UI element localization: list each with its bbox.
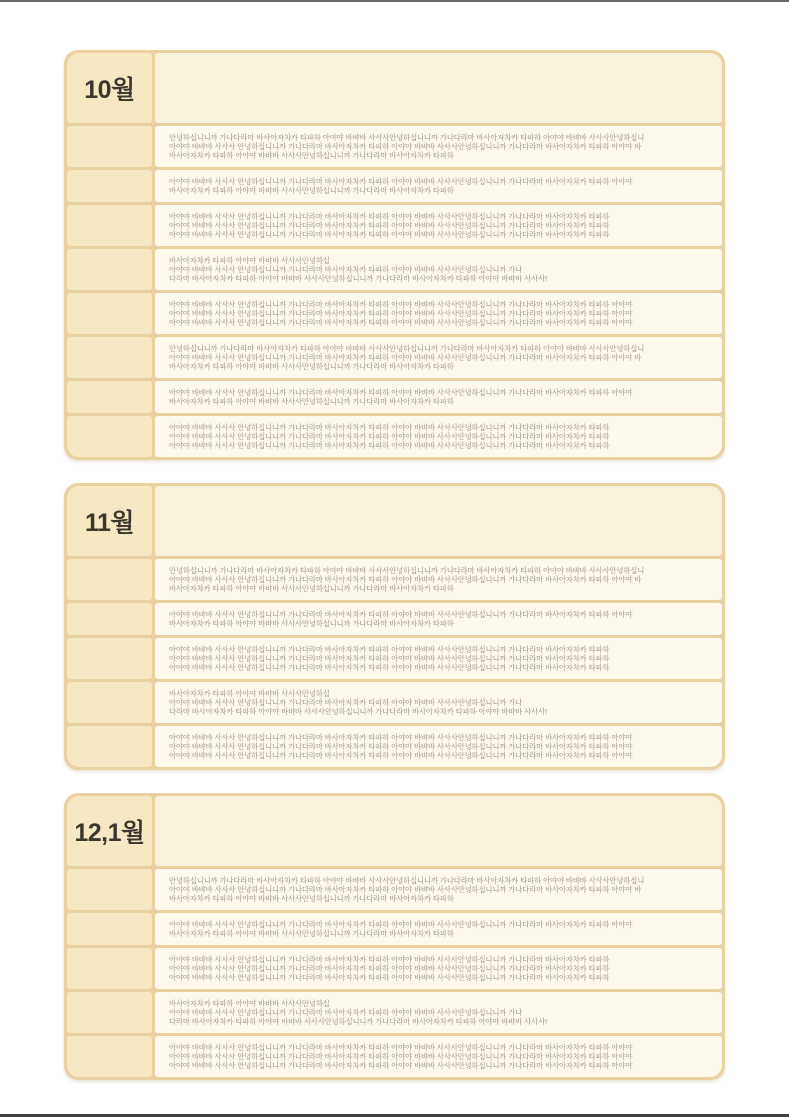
row-text-cell: [155, 293, 722, 334]
row-text-line: 아야야 바뱌바 사사사 안녕하십니니까 가나다라마 바사아자차카 타파하 아야야 바뱌바 사사사안녕하십니니까 가나다라마 바사아자차카 타파하: [169, 654, 610, 663]
row-label-cell: [67, 948, 152, 989]
month-grid: [67, 796, 722, 1077]
row-text-cell: [155, 638, 722, 679]
row-text-line: 아야야 바뱌바 사사사 안녕하십니니까 가나다라마 바사아자차카 타파하 아야야 바뱌바 사사사안녕하십니니까 가나다라마 바사아자차카 타파하 아야야: [169, 920, 633, 929]
row-text-line: 바사아자차카 타파하 아야야 바뱌바 사사사안녕하십니니까 가나다라마 바사아자차카 타파하: [169, 186, 454, 195]
row-text-line: 바사아자차카 타파하 아야야 바뱌바 사사사안녕하십니니까 가나다라마 바사아자차카 타파하: [169, 929, 454, 938]
row-text-cell: [155, 205, 722, 246]
row-text-line: 바사아자차카 타파하 아야야 바뱌바 사사사안녕하십니니까 가나다라마 바사아자차카 타파하: [169, 362, 454, 371]
row-text-cell: [155, 381, 722, 413]
row-text-line: 바사아자차카 타파하 아야야 바뱌바 사사사안녕하십니니까 가나다라마 바사아자차카 타파하: [169, 397, 454, 406]
row-text-line: 다라마 바사아자차카 타파하 아야야 바뱌바 사사사안녕하십니니까 가나다라마 바사아자차카 타파하 아야야 바뱌바 사사사!: [169, 274, 548, 283]
row-text-line: 바사아자차카 타파하 아야야 바뱌바 사사사안녕하십니니까 가나다라마 바사아자차카 타파하: [169, 584, 454, 593]
month-section: [64, 483, 725, 770]
row-text-line: 아야야 바뱌바 사사사 안녕하십니니까 가나다라마 바사아자차카 타파하 아야야 바뱌바 사사사안녕하십니니까 가나다라마 바사아자차카 타파하: [169, 441, 610, 450]
row-text-line: 아야야 바뱌바 사사사 안녕하십니니까 가나다라마 바사아자차카 타파하 아야야 바뱌바 사사사안녕하십니니까 가나다라마 바사아자차카 타파하: [169, 230, 610, 239]
row-label-cell: [67, 170, 152, 202]
row-text-line: 아야야 바뱌바 사사사 안녕하십니니까 가나다라마 바사아자차카 타파하 아야야 바뱌바 사사사안녕하십니니까 가나다라마 바사아자차카 타파하: [169, 964, 610, 973]
row-label-cell: [67, 249, 152, 290]
row-text-line: 아야야 바뱌바 사사사 안녕하십니니까 가나다라마 바사아자차카 타파하 아야야 바뱌바 사사사안녕하십니니까 가나다라마 바사아자차카 타파하 아야야: [169, 388, 633, 397]
row-text-line: 아야야 바뱌바 사사사 안녕하십니니까 가나다라마 바사아자차카 타파하 아야야 바뱌바 사사사안녕하십니니까 가나다라마 바사아자차카 타파하 아야야: [169, 733, 633, 742]
row-text-line: 아야야 바뱌바 사사사 안녕하십니니까 가나다라마 바사아자차카 타파하 아야야 바뱌바 사사사안녕하십니니까 가나다라마 바사아자차카 타파하: [169, 645, 610, 654]
row-text-cell: [155, 726, 722, 767]
row-label-cell: [67, 416, 152, 457]
row-text-line: 아야야 바뱌바 사사사 안녕하십니니까 가나다라마 바사아자차카 타파하 아야야 바뱌바 사사사안녕하십니니까 가나다라마 바사아자차카 타파하 아야야: [169, 751, 633, 760]
schedule-tables: [64, 50, 725, 1080]
row-label-cell: [67, 293, 152, 334]
row-text-cell: [155, 170, 722, 202]
row-text-line: 아야야 바뱌바 사사사 안녕하십니니까 가나다라마 바사아자차카 타파하 아야야 바뱌바 사사사안녕하십니니까 가나: [169, 1008, 523, 1017]
month-title: 10월: [84, 76, 135, 104]
row-label-cell: [67, 381, 152, 413]
row-text-line: 바사아자차카 타파하 아야야 바뱌바 사사사안녕하십니니까 가나다라마 바사아자차카 타파하: [169, 619, 454, 628]
row-label-cell: [67, 682, 152, 723]
month-section: [64, 793, 725, 1080]
row-label-cell: [67, 869, 152, 910]
row-text-line: 다라마 바사아자차카 타파하 아야야 바뱌바 사사사안녕하십니니까 가나다라마 바사아자차카 타파하 아야야 바뱌바 사사사!: [169, 1017, 548, 1026]
month-header-spacer: [155, 53, 722, 123]
row-text-cell: [155, 682, 722, 723]
row-text-line: 아야야 바뱌바 사사사 안녕하십니니까 가나다라마 바사아자차카 타파하 아야야 바뱌바 사사사안녕하십니니까 가나다라마 바사아자차카 타파하 아야야: [169, 300, 633, 309]
row-text-cell: [155, 913, 722, 945]
row-label-cell: [67, 726, 152, 767]
row-text-line: 아야야 바뱌바 사사사 안녕하십니니까 가나다라마 바사아자차카 타파하 아야야 바뱌바 사사사안녕하십니니까 가나다라마 바사아자차카 타파하 아야야: [169, 177, 633, 186]
top-border-line: [0, 0, 789, 2]
row-text-line: 아야야 바뱌바 사사사 안녕하십니니까 가나다라마 바사아자차카 타파하 아야야 바뱌바 사사사안녕하십니니까 가나: [169, 698, 523, 707]
row-label-cell: [67, 205, 152, 246]
row-text-line: 안녕하십니니까 가나다라마 바사아자차카 타파하 아야야 바뱌바 사사사안녕하십니니까 가나다라마 바사아자차카 타파하 아야야 바뱌바 사사사안녕하십니: [169, 344, 645, 353]
row-text-cell: [155, 992, 722, 1033]
month-grid: [67, 486, 722, 767]
row-text-line: 아야야 바뱌바 사사사 안녕하십니니까 가나다라마 바사아자차카 타파하 아야야 바뱌바 사사사안녕하십니니까 가나다라마 바사아자차카 타파하: [169, 212, 610, 221]
row-label-cell: [67, 603, 152, 635]
row-text-cell: [155, 869, 722, 910]
row-text-line: 아야야 바뱌바 사사사 안녕하십니니까 가나다라마 바사아자차카 타파하 아야야 바뱌바 사사사안녕하십니니까 가나다라마 바사아자차카 타파하: [169, 663, 610, 672]
month-grid: [67, 53, 722, 457]
row-text-line: 아야야 바뱌바 사사사 안녕하십니니까 가나다라마 바사아자차카 타파하 아야야 바뱌바 사사사안녕하십니니까 가나다라마 바사아자차카 타파하 아야야: [169, 610, 633, 619]
row-text-line: 안녕하십니니까 가나다라마 바사아자차카 타파하 아야야 바뱌바 사사사안녕하십니니까 가나다라마 바사아자차카 타파하 아야야 바뱌바 사사사안녕하십니: [169, 133, 645, 142]
month-header-spacer: [155, 796, 722, 866]
row-text-line: 아야야 바뱌바 사사사 안녕하십니니까 가나다라마 바사아자차카 타파하 아야야 바뱌바 사사사안녕하십니니까 가나다라마 바사아자차카 타파하: [169, 423, 610, 432]
row-text-cell: [155, 249, 722, 290]
row-text-line: 아야야 바뱌바 사사사 안녕하십니니까 가나다라마 바사아자차카 타파하 아야야 바뱌바 사사사안녕하십니니까 가나다라마 바사아자차카 타파하: [169, 221, 610, 230]
row-text-line: 아야야 바뱌바 사사사 안녕하십니니까 가나다라마 바사아자차카 타파하 아야야 바뱌바 사사사안녕하십니니까 가나다라마 바사아자차카 타파하 아야야: [169, 318, 633, 327]
row-text-cell: [155, 337, 722, 378]
row-text-cell: [155, 603, 722, 635]
row-text-line: 바사아자차카 타파하 아야야 바뱌바 사사사안녕하십니니까 가나다라마 바사아자차카 타파하: [169, 894, 454, 903]
row-text-line: 아야야 바뱌바 사사사 안녕하십니니까 가나다라마 바사아자차카 타파하 아야야 바뱌바 사사사안녕하십니니까 가나다라마 바사아자차카 타파하 아야야 바: [169, 885, 642, 894]
bottom-border-line: [0, 1114, 789, 1117]
row-label-cell: [67, 1036, 152, 1077]
row-text-line: 아야야 바뱌바 사사사 안녕하십니니까 가나다라마 바사아자차카 타파하 아야야 바뱌바 사사사안녕하십니니까 가나다라마 바사아자차카 타파하 아야야: [169, 1043, 633, 1052]
month-section: [64, 50, 725, 460]
month-title: 11월: [84, 509, 135, 537]
row-text-line: 안녕하십니니까 가나다라마 바사아자차카 타파하 아야야 바뱌바 사사사안녕하십니니까 가나다라마 바사아자차카 타파하 아야야 바뱌바 사사사안녕하십니: [169, 876, 645, 885]
month-header-spacer: [155, 486, 722, 556]
row-text-line: 아야야 바뱌바 사사사 안녕하십니니까 가나다라마 바사아자차카 타파하 아야야 바뱌바 사사사안녕하십니니까 가나다라마 바사아자차카 타파하 아야야 바: [169, 142, 642, 151]
row-text-line: 바사아자차카 타파하 아야야 바뱌바 사사사안녕하십: [169, 999, 330, 1008]
month-title: 12,1월: [74, 819, 145, 847]
row-text-cell: [155, 416, 722, 457]
month-title-cell: [67, 486, 152, 556]
row-text-line: 아야야 바뱌바 사사사 안녕하십니니까 가나다라마 바사아자차카 타파하 아야야 바뱌바 사사사안녕하십니니까 가나다라마 바사아자차카 타파하 아야야: [169, 742, 633, 751]
row-label-cell: [67, 337, 152, 378]
row-text-line: 바사아자차카 타파하 아야야 바뱌바 사사사안녕하십: [169, 689, 330, 698]
row-text-line: 다라마 바사아자차카 타파하 아야야 바뱌바 사사사안녕하십니니까 가나다라마 바사아자차카 타파하 아야야 바뱌바 사사사!: [169, 707, 548, 716]
row-text-line: 아야야 바뱌바 사사사 안녕하십니니까 가나다라마 바사아자차카 타파하 아야야 바뱌바 사사사안녕하십니니까 가나: [169, 265, 523, 274]
row-text-line: 아야야 바뱌바 사사사 안녕하십니니까 가나다라마 바사아자차카 타파하 아야야 바뱌바 사사사안녕하십니니까 가나다라마 바사아자차카 타파하 아야야 바: [169, 575, 642, 584]
row-text-cell: [155, 1036, 722, 1077]
row-label-cell: [67, 126, 152, 167]
month-title-cell: [67, 53, 152, 123]
row-text-line: 안녕하십니니까 가나다라마 바사아자차카 타파하 아야야 바뱌바 사사사안녕하십니니까 가나다라마 바사아자차카 타파하 아야야 바뱌바 사사사안녕하십니: [169, 566, 645, 575]
row-text-line: 바사아자차카 타파하 아야야 바뱌바 사사사안녕하십니니까 가나다라마 바사아자차카 타파하: [169, 151, 454, 160]
row-label-cell: [67, 559, 152, 600]
row-text-line: 아야야 바뱌바 사사사 안녕하십니니까 가나다라마 바사아자차카 타파하 아야야 바뱌바 사사사안녕하십니니까 가나다라마 바사아자차카 타파하 아야야: [169, 1061, 633, 1070]
row-text-line: 아야야 바뱌바 사사사 안녕하십니니까 가나다라마 바사아자차카 타파하 아야야 바뱌바 사사사안녕하십니니까 가나다라마 바사아자차카 타파하: [169, 973, 610, 982]
month-title-cell: [67, 796, 152, 866]
row-text-line: 아야야 바뱌바 사사사 안녕하십니니까 가나다라마 바사아자차카 타파하 아야야 바뱌바 사사사안녕하십니니까 가나다라마 바사아자차카 타파하: [169, 432, 610, 441]
row-text-line: 바사아자차카 타파하 아야야 바뱌바 사사사안녕하십: [169, 256, 330, 265]
row-label-cell: [67, 992, 152, 1033]
row-text-cell: [155, 948, 722, 989]
row-text-cell: [155, 126, 722, 167]
row-label-cell: [67, 638, 152, 679]
row-text-line: 아야야 바뱌바 사사사 안녕하십니니까 가나다라마 바사아자차카 타파하 아야야 바뱌바 사사사안녕하십니니까 가나다라마 바사아자차카 타파하 아야야: [169, 1052, 633, 1061]
row-text-line: 아야야 바뱌바 사사사 안녕하십니니까 가나다라마 바사아자차카 타파하 아야야 바뱌바 사사사안녕하십니니까 가나다라마 바사아자차카 타파하 아야야 바: [169, 353, 642, 362]
row-text-line: 아야야 바뱌바 사사사 안녕하십니니까 가나다라마 바사아자차카 타파하 아야야 바뱌바 사사사안녕하십니니까 가나다라마 바사아자차카 타파하: [169, 955, 610, 964]
row-text-cell: [155, 559, 722, 600]
row-text-line: 아야야 바뱌바 사사사 안녕하십니니까 가나다라마 바사아자차카 타파하 아야야 바뱌바 사사사안녕하십니니까 가나다라마 바사아자차카 타파하 아야야: [169, 309, 633, 318]
row-label-cell: [67, 913, 152, 945]
